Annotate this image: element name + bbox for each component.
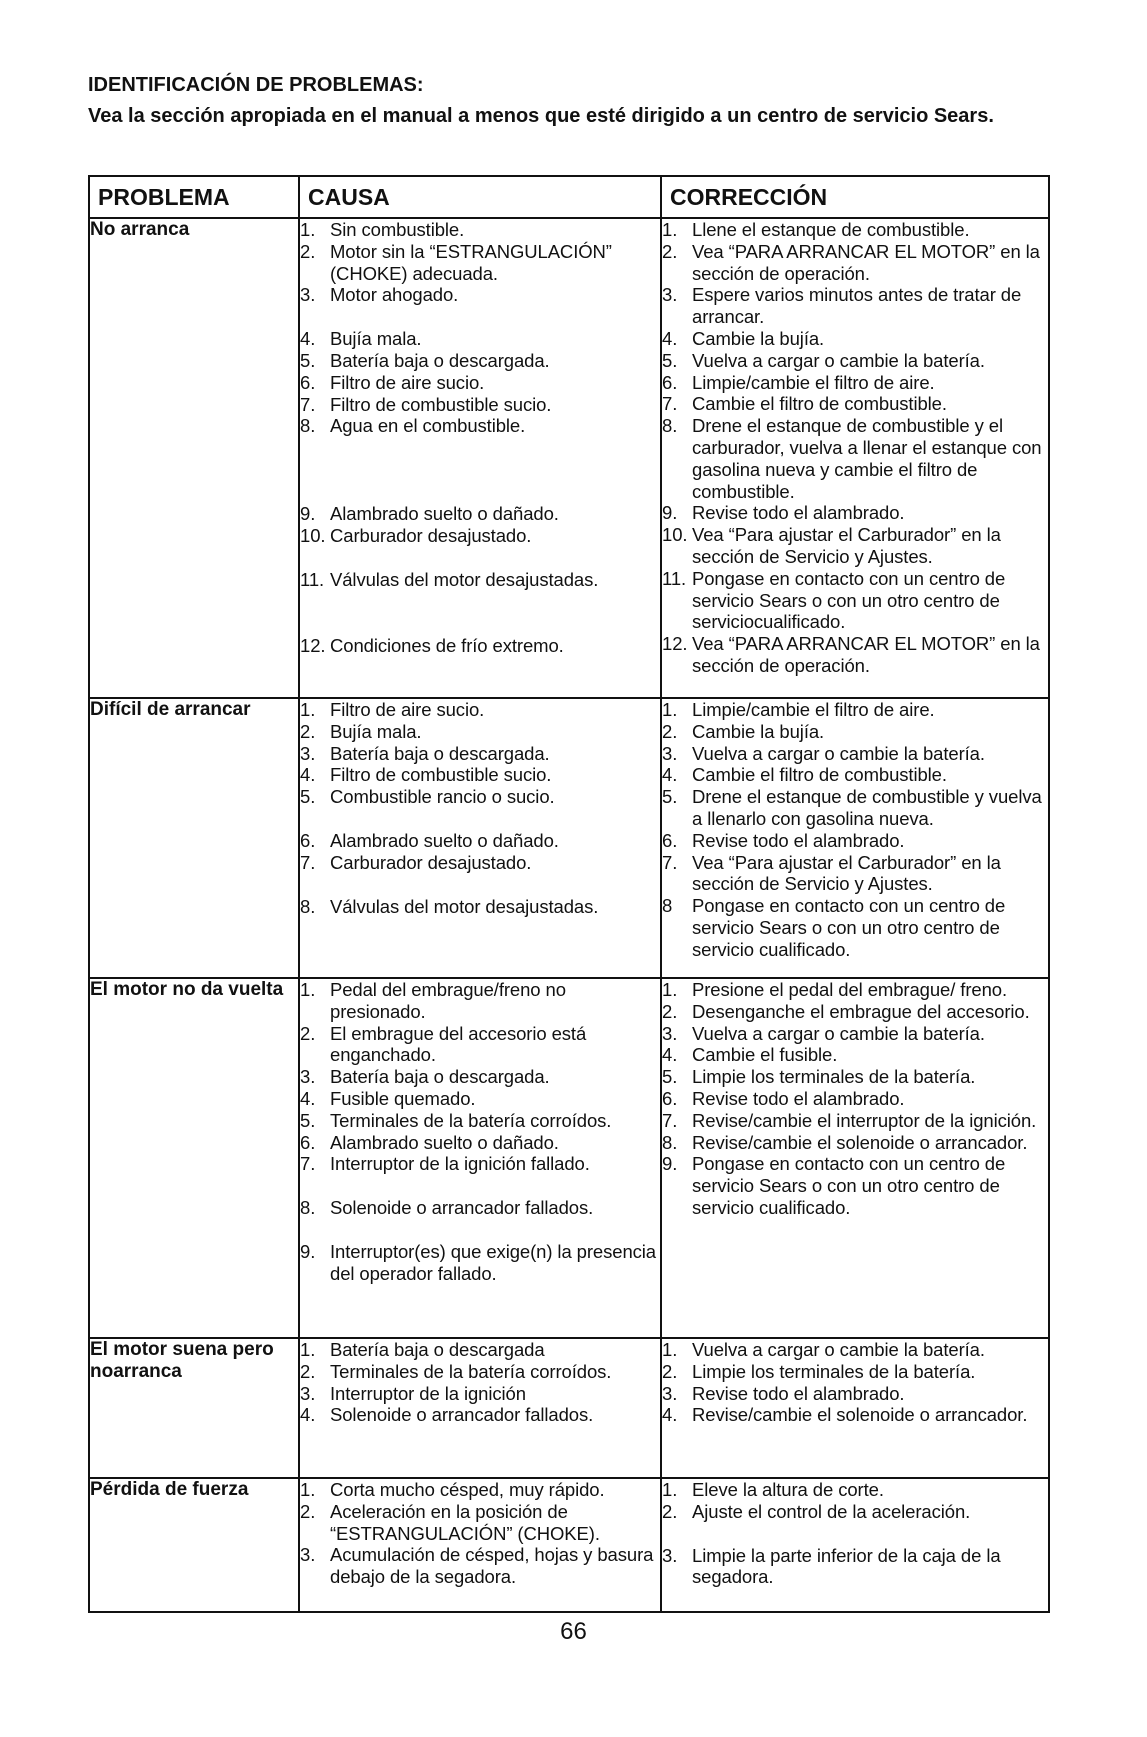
item-number: 5. [300, 1109, 316, 1131]
list-item [662, 284, 1048, 328]
item-text: Filtro de combustible sucio. [330, 393, 552, 415]
item-number: 1. [300, 1339, 316, 1360]
header-correction: CORRECCIÓN [661, 176, 1049, 218]
item-number: 7. [300, 1153, 316, 1175]
item-number: 6. [662, 1087, 678, 1109]
item-number: 4. [662, 1404, 678, 1426]
table-row [89, 218, 1049, 698]
item-text: Espere varios minutos antes de tratar de arrancar. [692, 284, 1022, 328]
item-number: 4. [662, 764, 678, 786]
item-number: 4. [662, 1044, 678, 1066]
item-number: 9. [662, 1153, 678, 1175]
list-item [300, 284, 660, 306]
list-item [300, 525, 660, 547]
item-text: Limpie los terminales de la batería. [692, 1066, 976, 1088]
item-text: Válvulas del motor desajustadas. [330, 568, 599, 590]
item-number: 3. [662, 1022, 678, 1044]
item-text: Vuelva a cargar o cambie la batería. [692, 1339, 985, 1360]
correction-cell [661, 218, 1049, 698]
list-item [662, 764, 1048, 786]
item-text: Cambie el fusible. [692, 1044, 838, 1066]
item-number: 8 [662, 895, 673, 917]
cause-cell [299, 1338, 661, 1478]
item-text: Batería baja o descargada [330, 1339, 545, 1360]
item-number: 7. [662, 393, 678, 415]
list-item [300, 699, 660, 721]
item-number: 5. [300, 349, 316, 371]
item-text: Filtro de aire sucio. [330, 699, 485, 720]
item-text: Cambie la bujía. [692, 327, 825, 349]
item-number: 2. [662, 720, 678, 742]
item-number: 3. [300, 284, 316, 306]
list-item [300, 1023, 660, 1067]
problem-cell: No arranca [89, 218, 299, 698]
item-number: 10. [662, 524, 688, 546]
list-item [300, 1110, 660, 1132]
list-item [300, 635, 660, 657]
list-item [662, 721, 1048, 743]
item-text: Cambie la bujía. [692, 720, 825, 742]
item-number: 4. [300, 764, 316, 786]
item-number: 5. [662, 786, 678, 808]
item-text: Limpie los terminales de la batería. [692, 1360, 976, 1382]
list-item [300, 350, 660, 372]
item-number: 7. [300, 393, 316, 415]
item-number: 3. [300, 1544, 316, 1566]
correction-cell [661, 978, 1049, 1338]
item-number: 3. [300, 1382, 316, 1404]
item-number: 6. [300, 371, 316, 393]
list-item [300, 415, 660, 437]
item-number: 6. [662, 829, 678, 851]
item-number: 9. [662, 502, 678, 524]
item-number: 12. [662, 633, 688, 655]
list-item [300, 503, 660, 525]
item-number: 9. [300, 503, 316, 525]
item-number: 1. [300, 699, 316, 720]
item-text: Drene el estanque de combustible y vuelva a llenarlo con gasolina nueva. [692, 786, 1042, 829]
list-item [662, 1132, 1048, 1154]
correction-cell [661, 1478, 1049, 1612]
list-item [662, 415, 1048, 502]
item-text: Alambrado suelto o dañado. [330, 829, 559, 851]
item-text: Interruptor de la ignición fallado. [330, 1153, 590, 1175]
item-text: Terminales de la batería corroídos. [330, 1109, 612, 1131]
list-item [662, 743, 1048, 765]
item-number: 11. [300, 568, 325, 590]
list-item [662, 1361, 1048, 1383]
item-text: Revise todo el alambrado. [692, 829, 905, 851]
item-number: 1. [662, 979, 678, 1000]
list-item [662, 830, 1048, 852]
item-text: Carburador desajustado. [330, 524, 532, 546]
list-item [300, 786, 660, 808]
item-text: Vuelva a cargar o cambie la batería. [692, 742, 985, 764]
troubleshooting-table [88, 175, 1050, 1613]
list-item [300, 1544, 660, 1588]
item-number: 3. [300, 742, 316, 764]
item-text: Motor ahogado. [330, 284, 459, 306]
item-text: Acumulación de césped, hojas y basura debajo de la segadora. [330, 1544, 654, 1588]
item-text: Filtro de combustible sucio. [330, 764, 552, 786]
list-item [300, 830, 660, 852]
item-number: 6. [300, 829, 316, 851]
item-number: 3. [662, 284, 678, 306]
item-text: Limpie la parte inferior de la caja de la segadora. [692, 1544, 1001, 1588]
item-text: Aceleración en la posición de “ESTRANGULACIÓN” (CHOKE). [330, 1500, 600, 1544]
item-text: Corta mucho césped, muy rápido. [330, 1479, 605, 1500]
item-number: 10. [300, 524, 326, 546]
list-item [662, 1110, 1048, 1132]
correction-list [662, 699, 1048, 961]
item-text: Vuelva a cargar o cambie la batería. [692, 349, 985, 371]
list-item [300, 241, 660, 285]
list-item [662, 852, 1048, 896]
list-item [662, 1066, 1048, 1088]
item-text: Carburador desajustado. [330, 851, 532, 873]
item-number: 1. [300, 979, 316, 1000]
header-problem: PROBLEMA [89, 176, 299, 218]
list-item [662, 393, 1048, 415]
cause-list [300, 699, 660, 917]
list-item [662, 350, 1048, 372]
cause-list [300, 219, 660, 656]
item-text: Agua en el combustible. [330, 415, 526, 437]
list-item [300, 1088, 660, 1110]
table-row [89, 978, 1049, 1338]
item-text: Presione el pedal del embrague/ freno. [692, 979, 1008, 1000]
item-text: Alambrado suelto o dañado. [330, 1131, 559, 1153]
item-text: Limpie/cambie el filtro de aire. [692, 699, 935, 720]
item-text: Revise todo el alambrado. [692, 1087, 905, 1109]
list-item [662, 786, 1048, 830]
item-number: 1. [300, 1479, 316, 1500]
list-item [300, 372, 660, 394]
list-item [662, 219, 1048, 241]
item-text: Vea “Para ajustar el Carburador” en la sección de Servicio y Ajustes. [692, 851, 1001, 895]
list-item [662, 895, 1048, 960]
item-number: 8. [662, 415, 678, 437]
item-number: 3. [662, 1382, 678, 1404]
item-number: 3. [662, 742, 678, 764]
correction-list [662, 219, 1048, 677]
list-item [300, 219, 660, 241]
item-text: Revise todo el alambrado. [692, 502, 905, 524]
item-text: Válvulas del motor desajustadas. [330, 895, 599, 917]
list-item [300, 896, 660, 918]
item-number: 1. [662, 699, 678, 720]
item-text: Eleve la altura de corte. [692, 1479, 884, 1500]
cause-list [300, 1339, 660, 1426]
list-item [662, 1404, 1048, 1426]
item-number: 8. [300, 1197, 316, 1219]
list-item [300, 1153, 660, 1175]
item-number: 2. [300, 1360, 316, 1382]
item-text: Ajuste el control de la aceleración. [692, 1500, 971, 1522]
page-number: 66 [560, 1618, 587, 1645]
item-number: 11. [662, 567, 687, 589]
item-number: 2. [300, 240, 316, 262]
list-item [300, 1479, 660, 1501]
item-text: Condiciones de frío extremo. [330, 634, 564, 656]
item-number: 1. [300, 219, 316, 240]
item-number: 1. [662, 1479, 678, 1500]
list-item [662, 1088, 1048, 1110]
cause-cell [299, 1478, 661, 1612]
list-item [662, 1479, 1048, 1501]
item-text: Vea “Para ajustar el Carburador” en la sección de Servicio y Ajustes. [692, 524, 1001, 567]
list-item [300, 1404, 660, 1426]
cause-list [300, 1479, 660, 1588]
item-number: 7. [300, 851, 316, 873]
item-number: 1. [662, 1339, 678, 1360]
cause-cell [299, 218, 661, 698]
item-number: 4. [300, 1404, 316, 1426]
item-number: 5. [300, 786, 316, 808]
item-text: Revise todo el alambrado. [692, 1382, 905, 1404]
correction-cell [661, 1338, 1049, 1478]
item-text: Interruptor de la ignición [330, 1382, 526, 1404]
problem-cell: Difícil de arrancar [89, 698, 299, 978]
item-number: 2. [300, 720, 316, 742]
item-text: Alambrado suelto o dañado. [330, 503, 559, 525]
item-text: Limpie/cambie el filtro de aire. [692, 371, 935, 393]
item-number: 6. [662, 371, 678, 393]
list-item [300, 721, 660, 743]
list-item [300, 979, 660, 1023]
item-number: 3. [300, 1066, 316, 1088]
item-number: 4. [300, 1087, 316, 1109]
item-text: El embrague del accesorio está enganchado. [330, 1022, 587, 1066]
correction-list [662, 979, 1048, 1219]
list-item [662, 1001, 1048, 1023]
item-text: Filtro de aire sucio. [330, 371, 485, 393]
item-number: 2. [300, 1022, 316, 1044]
item-text: Vuelva a cargar o cambie la batería. [692, 1022, 985, 1044]
item-text: Revise/cambie el solenoide o arrancador. [692, 1404, 1028, 1426]
page-title: IDENTIFICACIÓN DE PROBLEMAS: [88, 74, 424, 96]
page-subtitle: Vea la sección apropiada en el manual a menos que esté dirigido a un centro de servicio Sears. [88, 105, 994, 127]
list-item [300, 1241, 660, 1285]
list-item [300, 569, 660, 591]
list-item [300, 852, 660, 874]
item-text: Llene el estanque de combustible. [692, 219, 970, 240]
cause-cell [299, 978, 661, 1338]
item-number: 2. [300, 1500, 316, 1522]
list-item [662, 1153, 1048, 1218]
item-text: Batería baja o descargada. [330, 349, 550, 371]
item-text: Desenganche el embrague del accesorio. [692, 1000, 1030, 1022]
item-text: Pongase en contacto con un centro de servicio Sears o con un otro centro de servicio cualificado. [692, 1153, 1006, 1218]
table-row [89, 1478, 1049, 1612]
list-item [300, 328, 660, 350]
list-item [662, 1044, 1048, 1066]
problem-cell: Pérdida de fuerza [89, 1478, 299, 1612]
list-item [662, 328, 1048, 350]
item-text: Drene el estanque de combustible y el carburador, vuelva a llenar el estanque con gasolina nueva y cambie el filtro de combustible. [692, 415, 1042, 502]
table-header-row [89, 176, 1049, 218]
list-item [662, 241, 1048, 285]
item-text: Cambie el filtro de combustible. [692, 764, 947, 786]
list-item [300, 1339, 660, 1361]
item-number: 2. [662, 1360, 678, 1382]
list-item [300, 1066, 660, 1088]
item-number: 8. [300, 415, 316, 437]
item-text: Cambie el filtro de combustible. [692, 393, 947, 415]
list-item [300, 1383, 660, 1405]
item-number: 7. [662, 851, 678, 873]
item-text: Bujía mala. [330, 720, 422, 742]
list-item [662, 1501, 1048, 1523]
list-item [662, 502, 1048, 524]
item-text: Motor sin la “ESTRANGULACIÓN” (CHOKE) adecuada. [330, 240, 612, 284]
item-number: 2. [662, 240, 678, 262]
table-row [89, 1338, 1049, 1478]
correction-cell [661, 698, 1049, 978]
item-number: 4. [300, 328, 316, 350]
item-number: 8. [662, 1131, 678, 1153]
list-item [300, 1197, 660, 1219]
item-text: Vea “PARA ARRANCAR EL MOTOR” en la sección de operación. [692, 240, 1040, 284]
correction-list [662, 1339, 1048, 1426]
list-item [662, 1339, 1048, 1361]
cause-list [300, 979, 660, 1285]
item-text: Revise/cambie el solenoide o arrancador. [692, 1131, 1028, 1153]
list-item [662, 1023, 1048, 1045]
item-number: 1. [662, 219, 678, 240]
item-text: Terminales de la batería corroídos. [330, 1360, 612, 1382]
list-item [662, 1545, 1048, 1589]
problem-cell: El motor no da vuelta [89, 978, 299, 1338]
item-number: 12. [300, 634, 326, 656]
item-number: 3. [662, 1544, 678, 1566]
item-text: Batería baja o descargada. [330, 742, 550, 764]
item-text: Revise/cambie el interruptor de la ignición. [692, 1109, 1037, 1131]
list-item [300, 764, 660, 786]
item-text: Pongase en contacto con un centro de servicio Sears o con un otro centro de serviciocualificado. [692, 567, 1006, 633]
item-number: 7. [662, 1109, 678, 1131]
item-text: Solenoide o arrancador fallados. [330, 1197, 594, 1219]
list-item [300, 1361, 660, 1383]
item-text: Bujía mala. [330, 328, 422, 350]
item-text: Sin combustible. [330, 219, 465, 240]
item-text: Combustible rancio o sucio. [330, 786, 555, 808]
list-item [300, 1132, 660, 1154]
item-number: 5. [662, 349, 678, 371]
list-item [662, 979, 1048, 1001]
item-text: Pongase en contacto con un centro de servicio Sears o con un otro centro de servicio cualificado. [692, 895, 1006, 960]
list-item [662, 699, 1048, 721]
item-text: Interruptor(es) que exige(n) la presencia del operador fallado. [330, 1240, 656, 1284]
item-text: Batería baja o descargada. [330, 1066, 550, 1088]
header-cause: CAUSA [299, 176, 661, 218]
cause-cell [299, 698, 661, 978]
item-number: 5. [662, 1066, 678, 1088]
list-item [300, 394, 660, 416]
item-number: 2. [662, 1500, 678, 1522]
list-item [300, 743, 660, 765]
item-number: 4. [662, 327, 678, 349]
list-item [300, 1501, 660, 1545]
list-item [662, 633, 1048, 677]
list-item [662, 568, 1048, 633]
item-number: 9. [300, 1240, 316, 1262]
item-text: Vea “PARA ARRANCAR EL MOTOR” en la sección de operación. [692, 633, 1040, 676]
list-item [662, 1383, 1048, 1405]
item-text: Solenoide o arrancador fallados. [330, 1404, 594, 1426]
item-number: 8. [300, 895, 316, 917]
table-row [89, 698, 1049, 978]
list-item [662, 524, 1048, 568]
correction-list [662, 1479, 1048, 1588]
item-text: Fusible quemado. [330, 1087, 476, 1109]
problem-cell: El motor suena pero noarranca [89, 1338, 299, 1478]
item-number: 6. [300, 1131, 316, 1153]
item-number: 2. [662, 1000, 678, 1022]
list-item [662, 372, 1048, 394]
item-text: Pedal del embrague/freno no presionado. [330, 979, 566, 1022]
